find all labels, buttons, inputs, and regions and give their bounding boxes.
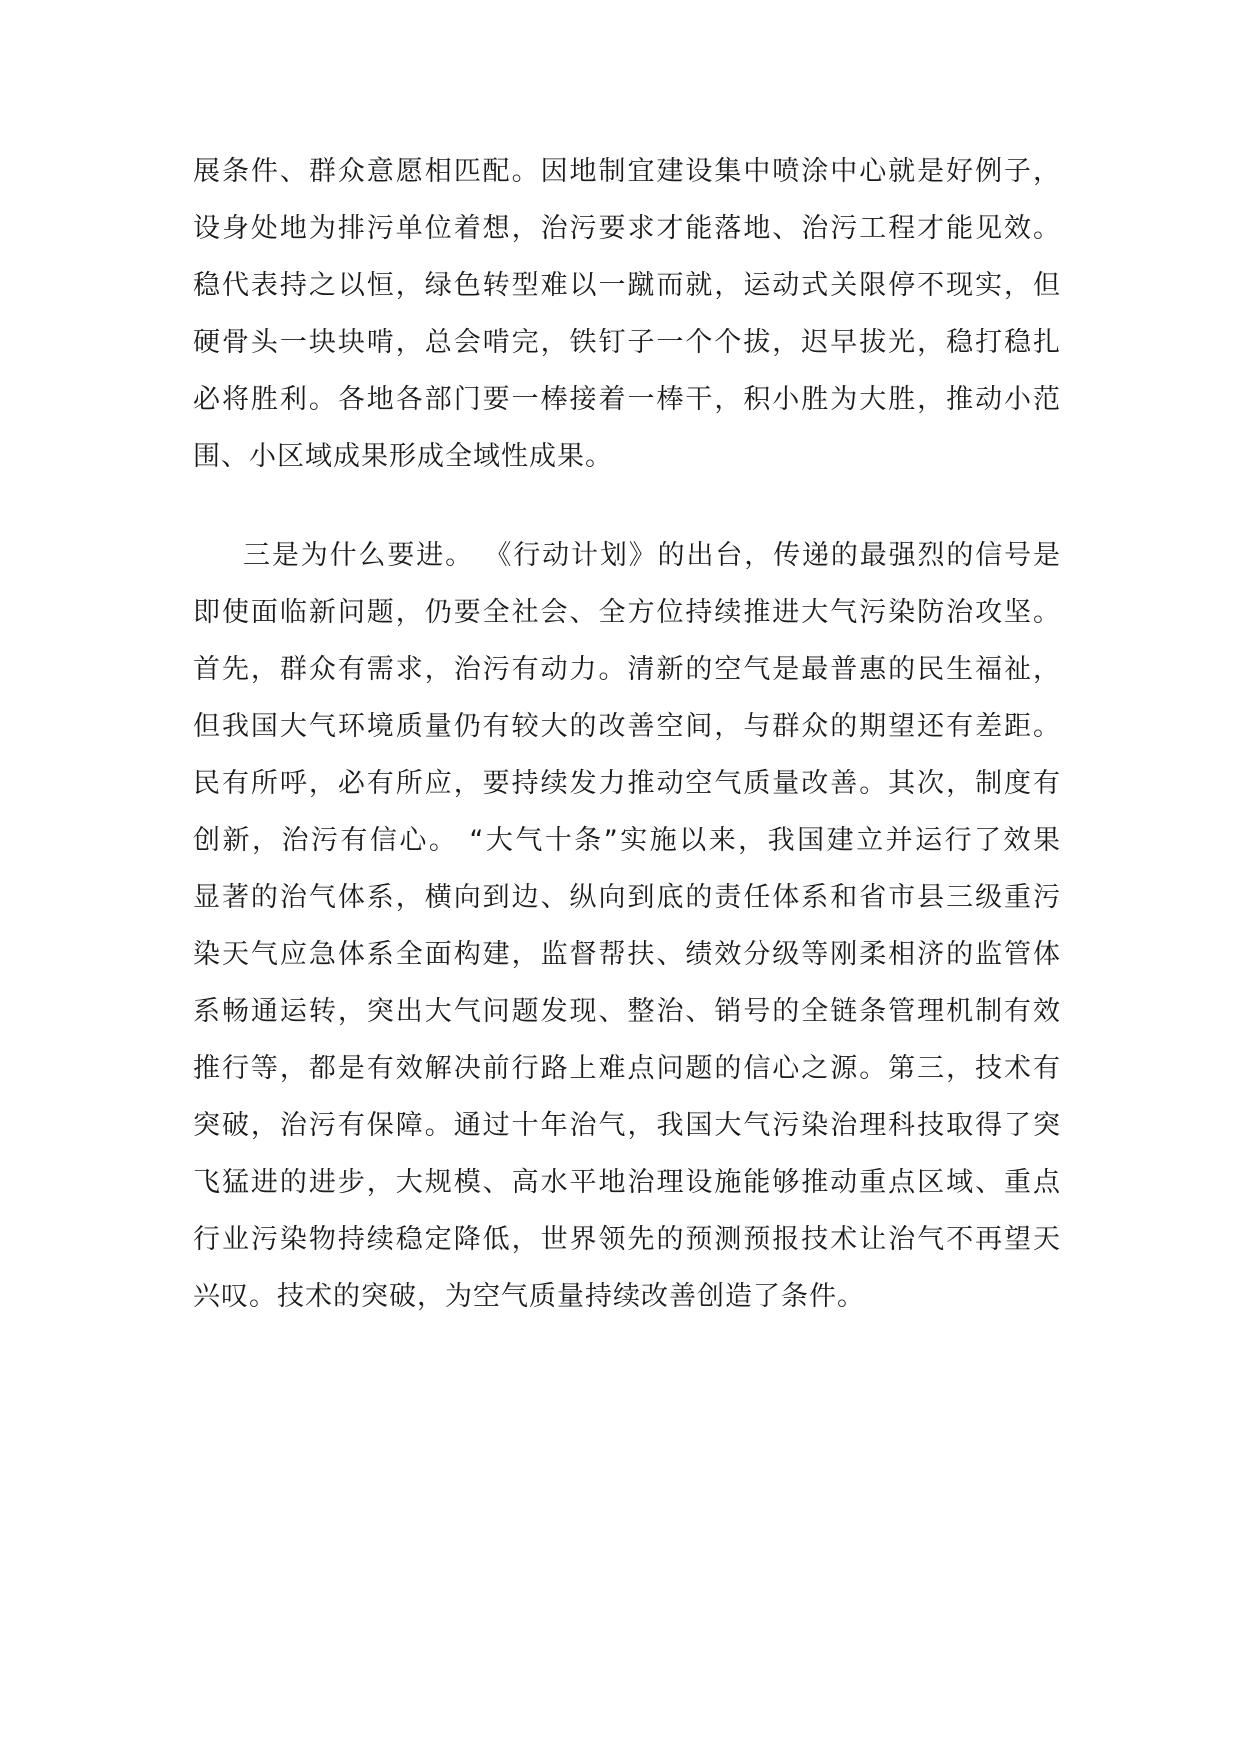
paragraph-1: [193, 143, 1061, 485]
text-line: 创新，治污有信心。 “大气十条”实施以来，我国建立并运行了效果: [193, 825, 1061, 856]
text-line: 兴叹。技术的突破，为空气质量持续改善创造了条件。: [193, 1281, 865, 1312]
text-line: 必将胜利。各地各部门要一棒接着一棒干，积小胜为大胜，推动小范: [193, 384, 1061, 415]
text-line: 硬骨头一块块啃，总会啃完，铁钉子一个个拔，迟早拔光，稳打稳扎: [193, 327, 1061, 358]
text-line: 首先，群众有需求，治污有动力。清新的空气是最普惠的民生福祉，: [193, 654, 1061, 685]
text-line: 染天气应急体系全面构建，监督帮扶、绩效分级等刚柔相济的监管体: [193, 939, 1061, 970]
text-line: 三是为什么要进。 《行动计划》的出台，传递的最强烈的信号是: [243, 540, 1061, 571]
text-line: 民有所呼，必有所应，要持续发力推动空气质量改善。其次，制度有: [193, 768, 1061, 799]
text-line: 飞猛进的进步，大规模、高水平地治理设施能够推动重点区域、重点: [193, 1167, 1061, 1198]
paragraph-2: [193, 527, 1061, 1325]
text-line: 即使面临新问题，仍要全社会、全方位持续推进大气污染防治攻坚。: [193, 597, 1061, 628]
text-line: 推行等，都是有效解决前行路上难点问题的信心之源。第三，技术有: [193, 1053, 1061, 1084]
text-line: 但我国大气环境质量仍有较大的改善空间，与群众的期望还有差距。: [193, 711, 1061, 742]
text-line: 稳代表持之以恒，绿色转型难以一蹴而就，运动式关限停不现实，但: [193, 270, 1061, 301]
text-line: 突破，治污有保障。通过十年治气，我国大气污染治理科技取得了突: [193, 1110, 1061, 1141]
text-line: 展条件、群众意愿相匹配。因地制宜建设集中喷涂中心就是好例子，: [193, 156, 1061, 187]
text-line: 系畅通运转，突出大气问题发现、整治、销号的全链条管理机制有效: [193, 996, 1061, 1027]
text-line: 显著的治气体系，横向到边、纵向到底的责任体系和省市县三级重污: [193, 882, 1061, 913]
text-line: 行业污染物持续稳定降低，世界领先的预测预报技术让治气不再望天: [193, 1224, 1061, 1255]
text-line: 围、小区域成果形成全域性成果。: [193, 441, 613, 472]
text-line: 设身处地为排污单位着想，治污要求才能落地、治污工程才能见效。: [193, 213, 1061, 244]
